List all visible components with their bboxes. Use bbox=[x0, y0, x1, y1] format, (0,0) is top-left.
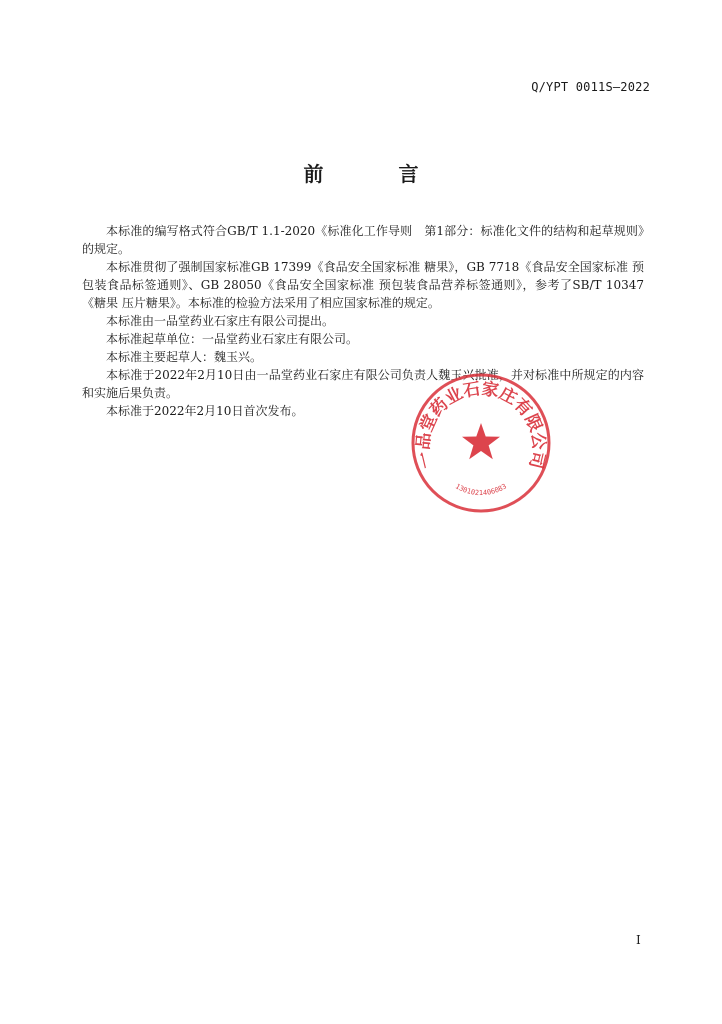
paragraph-drafting-unit: 本标准起草单位：一品堂药业石家庄有限公司。 bbox=[106, 332, 359, 346]
paragraph-format: 本标准的编写格式符合GB/T 1.1-2020《标准化工作导则 第1部分：标准化文件的结构和起草规则》的规定。 bbox=[82, 224, 644, 256]
standard-code: Q/YPT 0011S—2022 bbox=[531, 80, 650, 94]
page-number: I bbox=[636, 933, 641, 947]
page-title bbox=[0, 158, 722, 187]
paragraph-approval: 本标准于2022年2月10日由一品堂药业石家庄有限公司负责人魏玉兴批准，并对标准中所规定的内容和实施后果负责。 bbox=[82, 368, 644, 400]
paragraph-release: 本标准于2022年2月10日首次发布。 bbox=[106, 404, 304, 418]
seal-serial-number: 1301021406083 bbox=[453, 482, 509, 498]
title-char-2: 言 bbox=[398, 162, 419, 186]
seal-star-icon bbox=[462, 423, 500, 459]
seal-company-text: 一品堂药业石家庄有限公司 bbox=[413, 379, 549, 471]
preface-body bbox=[82, 222, 644, 420]
company-seal bbox=[410, 372, 552, 514]
paragraph-proposer: 本标准由一品堂药业石家庄有限公司提出。 bbox=[106, 314, 335, 328]
paragraph-drafter: 本标准主要起草人：魏玉兴。 bbox=[106, 350, 263, 364]
title-char-1: 前 bbox=[303, 162, 324, 186]
paragraph-references: 本标准贯彻了强制国家标准GB 17399《食品安全国家标准 糖果》，GB 7718《食品安全国家标准 预包装食品标签通则》、GB 28050《食品安全国家标准 预包装食品营养标签通则》，参考了SB/T 10347《糖果 压片糖果》。本标准的检验方法采用了相应国家标准的规定。 bbox=[82, 260, 644, 310]
